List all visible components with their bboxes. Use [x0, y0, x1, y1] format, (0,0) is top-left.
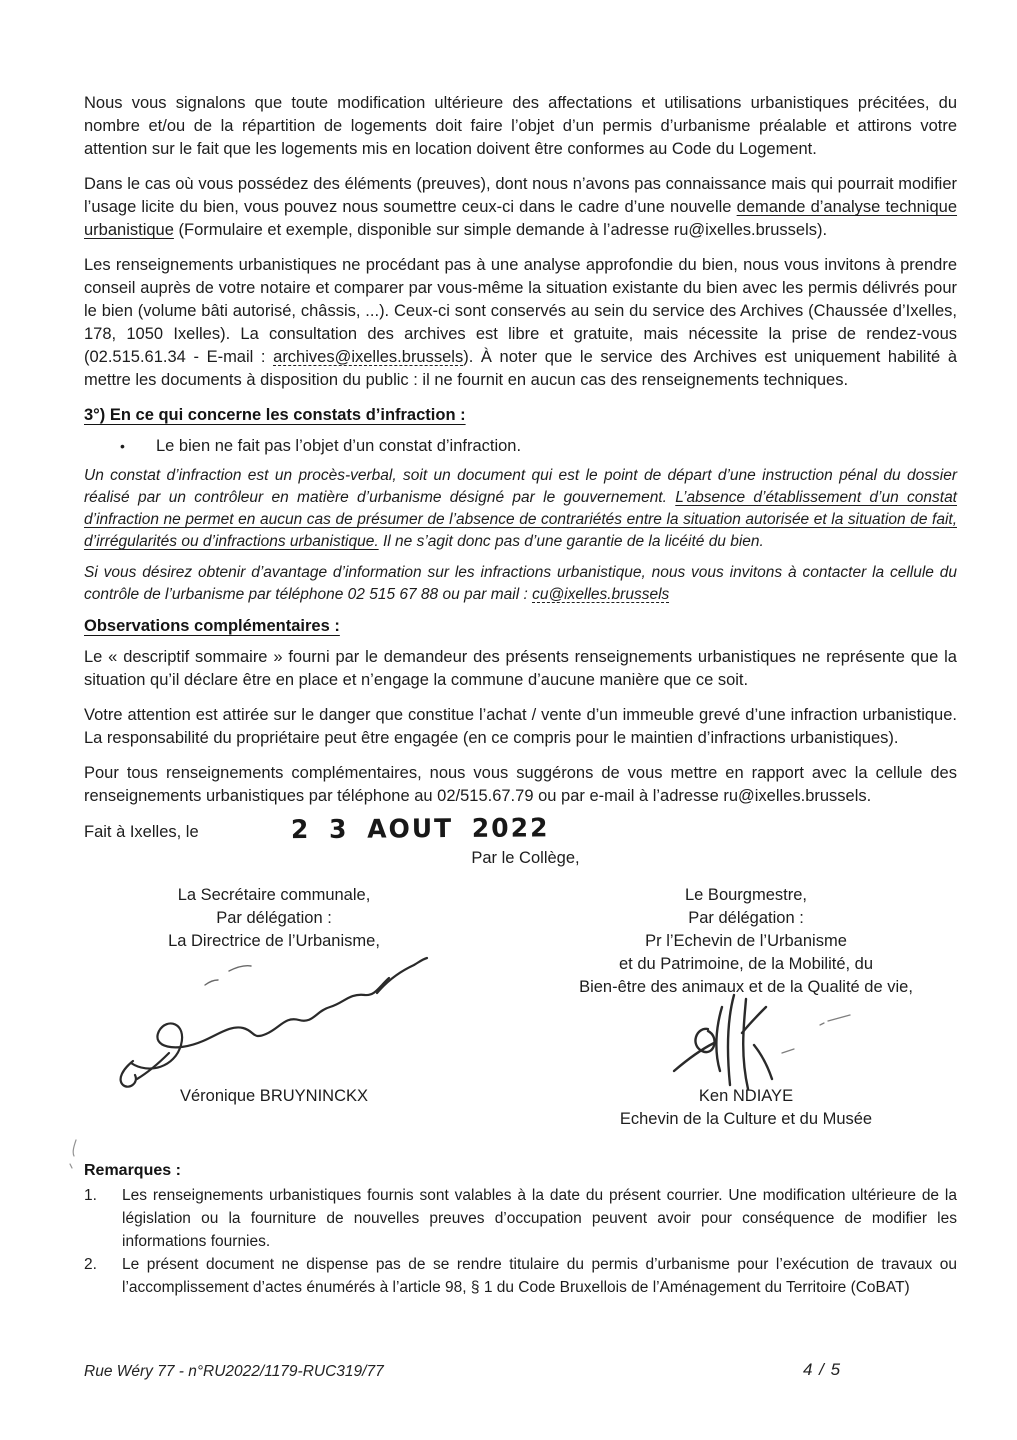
signature-columns [84, 884, 957, 1131]
footer-reference: Rue Wéry 77 - n°RU2022/1179-RUC319/77 [84, 1363, 384, 1380]
signature-echevin-ink [596, 993, 896, 1093]
echevin-function-line-3: Bien-être des animaux et de la Qualité de vie, [579, 978, 913, 996]
remark-number: 2. [84, 1256, 97, 1273]
paragraph-danger-achat-vente [84, 704, 957, 750]
paragraph-descriptif-sommaire [84, 646, 957, 692]
bullet-icon: • [120, 438, 125, 454]
paragraph-renseignements-complementaires [84, 762, 957, 808]
fait-a-ixelles-label: Fait à Ixelles, le [84, 823, 199, 841]
underlined-phrase-demande-analyse: demande d’analyse technique urbanistique [84, 198, 958, 239]
paragraph-archives [84, 254, 957, 392]
footer-page-number: 4 / 5 [803, 1360, 842, 1379]
paragraph-text: Si vous désirez obtenir d’avantage d’information sur les infractions urbanistique, nous vous invitons à contacter la cellule du contrôle de l’urbanisme par téléphone 02 515 67 88 ou par mail : [84, 564, 957, 603]
paragraph-text: Le « descriptif sommaire » fourni par le demandeur des présents renseignements urbanistiques ne représente que la situation qu’il déclare être en place et n’engage la commune d’aucune manière que ce soit. [84, 648, 957, 689]
echevin-signature-area [535, 999, 957, 1085]
section-heading-constats-infraction: 3°) En ce qui concerne les constats d’infraction : [84, 406, 466, 424]
section-heading-observations: Observations complémentaires : [84, 617, 340, 635]
remarks-title: Remarques : [84, 1162, 181, 1179]
echevin-name: Ken NDIAYE [698, 1087, 794, 1105]
secretary-signature-area [84, 953, 464, 1085]
paragraph-text: ). À noter que le service des Archives est uniquement habilité à mettre les documents à disposition du public : il ne fournit en aucun cas des renseignements techniques. [84, 348, 957, 389]
remarks-section [84, 1159, 957, 1299]
paragraph-modification-notice [84, 92, 957, 161]
paragraph-text: Un constat d’infraction est un procès-verbal, soit un document qui est le point de départ d’une instruction pénal du dossier réalisé par un contrôleur en matière d’urbanisme désigné par le gouvernement. [84, 467, 957, 506]
secretary-delegation-line: Par délégation : [216, 909, 332, 927]
remark-item-2 [84, 1253, 957, 1299]
archives-email: archives@ixelles.brussels [273, 348, 464, 366]
letter-body [84, 92, 957, 1299]
secretary-name: Véronique BRUYNINCKX [180, 1087, 368, 1105]
remark-text: Les renseignements urbanistiques fournis sont valables à la date du présent courrier. Une modification ultérieure de la législation ou la fourniture de nouvelles preuves d’occupation peuvent avoir pour conséquence de modifier les informations fournies. [122, 1187, 957, 1250]
paragraph-text: Votre attention est attirée sur le danger que constitue l’achat / vente d’un immeuble grevé d’une infraction urbanistique. La responsabilité du propriétaire peut être engagée (en ce compris pour le maintien d’infractions urbanistiques). [84, 706, 957, 747]
paragraph-preuves [84, 173, 957, 242]
date-stamp: 2 3 AOUT 2022 [290, 812, 550, 845]
remark-item-1 [84, 1184, 957, 1253]
cu-email: cu@ixelles.brussels [532, 586, 670, 603]
bourgmestre-delegation-line: Par délégation : [688, 909, 804, 927]
paragraph-text: (Formulaire et exemple, disponible sur simple demande à l’adresse ru@ixelles.brussels). [173, 221, 828, 239]
echevin-role: Echevin de la Culture et du Musée [619, 1110, 873, 1128]
secretary-title-line: La Secrétaire communale, [177, 886, 371, 904]
remark-number: 1. [84, 1187, 97, 1204]
bullet-item-no-infraction [120, 435, 957, 458]
par-le-college-label: Par le Collège, [471, 849, 580, 867]
bourgmestre-title-line: Le Bourgmestre, [685, 886, 807, 904]
paragraph-text: Dans le cas où vous possédez des éléments (preuves), dont nous n’avons pas connaissance mais qui pourrait modifier l’usage licite du bien, vous pouvez nous soumettre ceux-ci dans le cadre d’une nouvelle [84, 175, 957, 216]
paragraph-text: Les renseignements urbanistiques ne procédant pas à une analyse approfondie du bien, nous vous invitons à prendre conseil auprès de votre notaire et comparer par vous-même la situation existante du bien avec les permis délivrés pour le bien (volume bâti autorisé, châssis, ...). Ceux-ci sont conservés au sein du service des Archives (Chaussée d’Ixelles, 178, 1050 Ixelles). La consultation des archives est libre et gratuite, mais nécessite la prise de rendez-vous (02.515.61.34 - E-mail : [84, 256, 957, 366]
underlined-legal-clause: L’absence d’établissement d’un constat d’infraction ne permet en aucun cas de présumer de l’absence de contrariétés entre la situation autorisée et la situation de fait, d’irrégularités ou d’infractions urbanistique. [84, 489, 957, 550]
date-line [84, 812, 957, 845]
stray-ink-mark [66, 1134, 96, 1174]
secretary-function-line: La Directrice de l’Urbanisme, [168, 932, 380, 950]
signature-block-bourgmestre [535, 884, 957, 1131]
bullet-text: Le bien ne fait pas l’objet d’un constat d’infraction. [156, 437, 522, 455]
echevin-function-line-1: Pr l’Echevin de l’Urbanisme [645, 932, 847, 950]
paragraph-legal-definition [84, 465, 957, 553]
remark-text: Le présent document ne dispense pas de se rendre titulaire du permis d’urbanisme pour l’exécution de travaux ou l’accomplissement d’actes énumérés à l’article 98, § 1 du Code Bruxellois de l’Aménagement du Territoire (CoBAT) [122, 1256, 957, 1296]
paragraph-text: Il ne s’agit donc pas d’une garantie de la licéité du bien. [378, 533, 764, 550]
signature-block-secretary [84, 884, 464, 1131]
signature-secretary-ink [109, 941, 439, 1091]
paragraph-text: Nous vous signalons que toute modification ultérieure des affectations et utilisations urbanistiques précitées, du nombre et/ou de la répartition de logements doit faire l’objet d’un permis d’urbanisme préalable et attirons votre attention sur le fait que les logements mis en location doivent être conformes au Code du Logement. [84, 94, 957, 158]
echevin-function-line-2: et du Patrimoine, de la Mobilité, du [618, 955, 874, 973]
paragraph-text: Pour tous renseignements complémentaires, nous vous suggérons de vous mettre en rapport avec la cellule des renseignements urbanistiques par téléphone au 02/515.67.79 ou par e-mail à l’adresse ru@ixelles.brussels. [84, 764, 957, 805]
paragraph-contact-cellule [84, 562, 957, 606]
